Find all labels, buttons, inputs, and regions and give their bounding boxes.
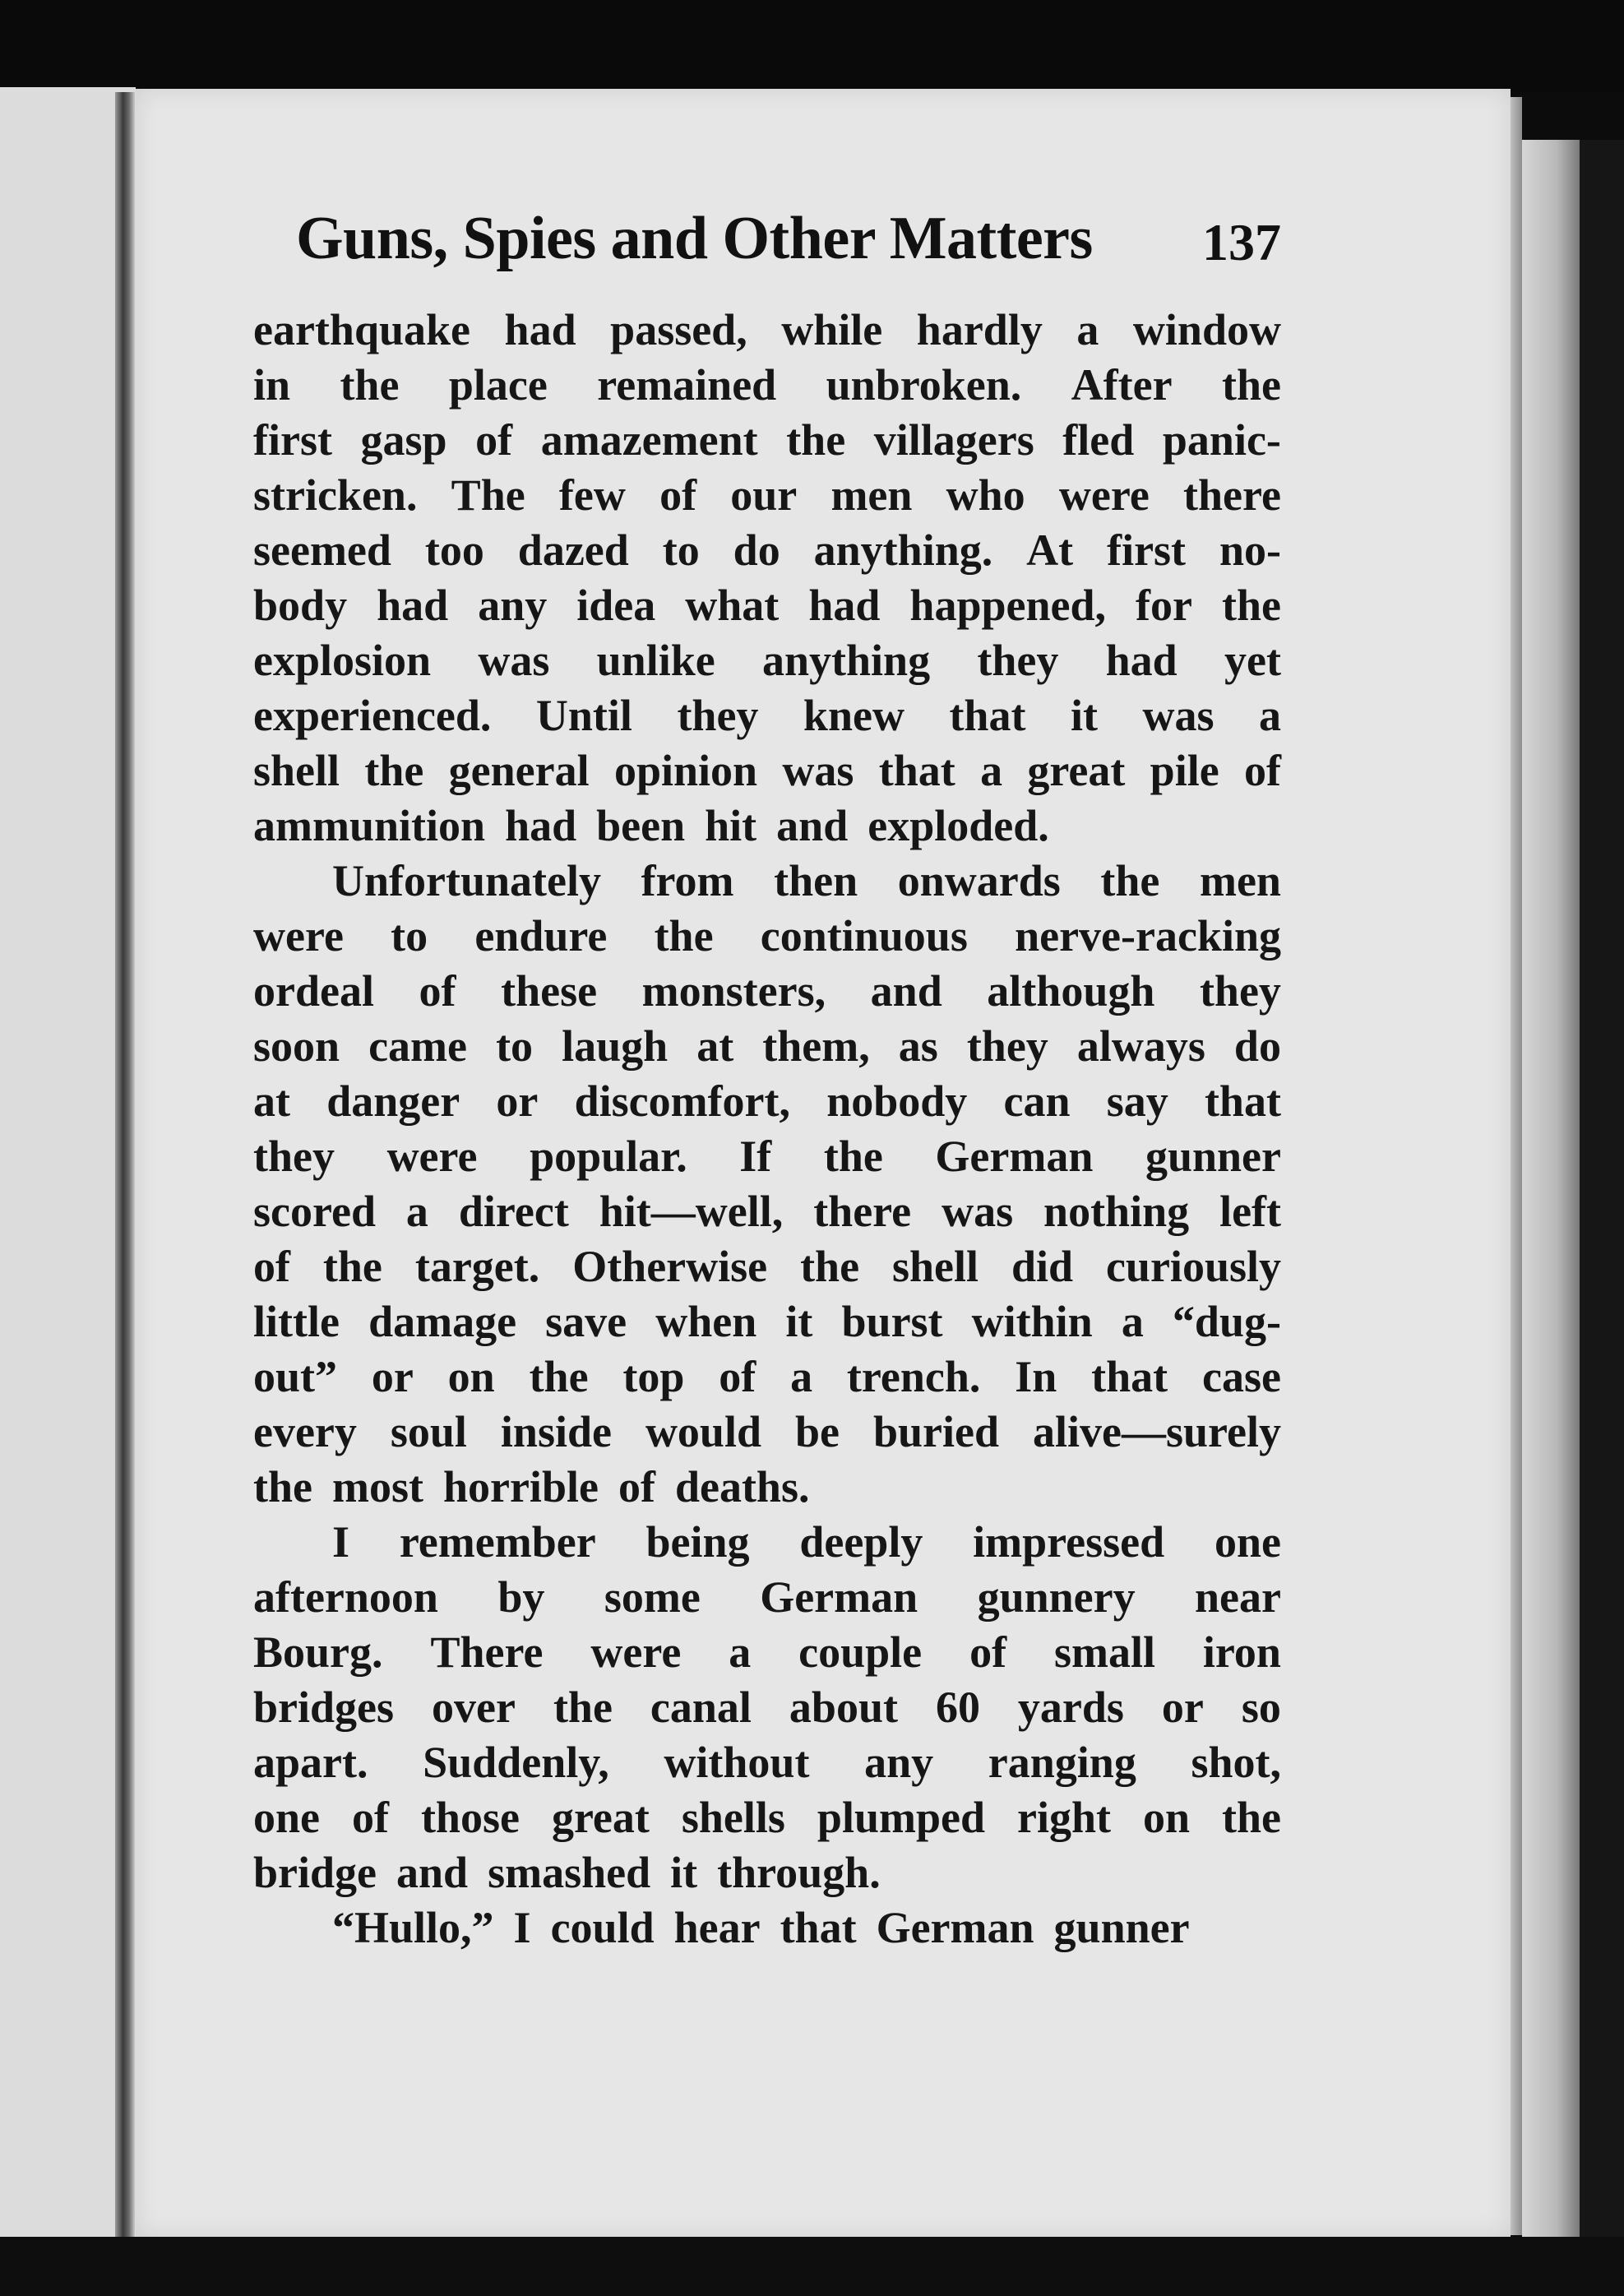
word: deeply (799, 1517, 923, 1567)
word: I (332, 1517, 350, 1567)
word: could (550, 1903, 655, 1952)
word: the (800, 1242, 860, 1291)
word: 60 (935, 1683, 980, 1732)
word: any (478, 581, 548, 630)
word: laugh (562, 1021, 669, 1071)
word: every (253, 1407, 357, 1456)
word: no- (1219, 525, 1281, 575)
word: men (1199, 856, 1281, 905)
word: a (405, 1187, 428, 1236)
word: at (696, 1021, 734, 1071)
word: nobody (826, 1076, 968, 1126)
scan-bottom-border (0, 2237, 1624, 2296)
word: it (670, 1848, 698, 1897)
word: was (478, 636, 550, 685)
word: afternoon (253, 1572, 438, 1622)
page-stack-edge-outer (1522, 140, 1580, 2237)
word: a (1258, 691, 1281, 740)
word: remember (399, 1517, 596, 1567)
word: hardly (916, 305, 1043, 354)
word: always (1076, 1021, 1205, 1071)
word: the (253, 1462, 312, 1511)
word: the (553, 1683, 613, 1732)
text-line (253, 1184, 1281, 1239)
word: save (545, 1297, 627, 1346)
word: case (1201, 1352, 1281, 1401)
word: from (641, 856, 734, 905)
running-title: Guns, Spies and Other Matters (296, 205, 1093, 272)
word: amazement (540, 415, 758, 465)
word: they (677, 691, 759, 740)
word: did (1011, 1242, 1074, 1291)
word: left (1219, 1187, 1281, 1236)
word: as (898, 1021, 938, 1071)
word: scored (253, 1187, 376, 1236)
text-line (253, 303, 1281, 358)
word: little (253, 1297, 340, 1346)
word: within (971, 1297, 1093, 1346)
word: of (1244, 746, 1281, 795)
word: them, (762, 1021, 870, 1071)
word: for (1136, 581, 1192, 630)
text-line (253, 1129, 1281, 1184)
word: After (1071, 360, 1173, 410)
word: of (618, 1462, 655, 1511)
word: anything. (813, 525, 993, 575)
word: discomfort, (574, 1076, 790, 1126)
word: great (551, 1793, 650, 1842)
word: small (1053, 1627, 1155, 1677)
word: of (475, 415, 513, 465)
word: burst (841, 1297, 943, 1346)
word: popular. (530, 1132, 687, 1181)
word: be (794, 1407, 840, 1456)
word: damage (368, 1297, 517, 1346)
word: ranging (988, 1738, 1136, 1787)
word: had (808, 581, 881, 630)
word: continuous (760, 911, 968, 961)
word: were (386, 1132, 478, 1181)
word: the (823, 1132, 883, 1181)
word: those (420, 1793, 520, 1842)
word: nothing (1043, 1187, 1190, 1236)
text-line (253, 1074, 1281, 1129)
word: of (419, 966, 456, 1016)
word: any (864, 1738, 934, 1787)
word: monsters, (641, 966, 826, 1016)
word: it (785, 1297, 813, 1346)
text-line (253, 578, 1281, 633)
text-line (253, 358, 1281, 413)
word: alive—surely (1032, 1407, 1281, 1456)
text-line (253, 1900, 1281, 1956)
word: exploded. (868, 801, 1049, 850)
word: to (496, 1021, 534, 1071)
word: that (949, 691, 1026, 740)
word: apart. (253, 1738, 368, 1787)
word: were (253, 911, 344, 961)
word: or (371, 1352, 414, 1401)
word: first (253, 415, 332, 465)
text-line (253, 523, 1281, 578)
word: it (1070, 691, 1098, 740)
word: plumped (817, 1793, 985, 1842)
word: happened, (909, 581, 1107, 630)
word: can (1003, 1076, 1071, 1126)
word: through. (717, 1848, 881, 1897)
text-line (253, 799, 1281, 854)
word: do (733, 525, 780, 575)
text-line (253, 1570, 1281, 1625)
word: one (1214, 1517, 1281, 1567)
word: by (497, 1572, 545, 1622)
word: couple (798, 1627, 923, 1677)
word: had (1105, 636, 1178, 685)
word: earthquake (253, 305, 471, 354)
word: great (1027, 746, 1126, 795)
word: gunner (1145, 1132, 1281, 1181)
word: so (1241, 1683, 1281, 1732)
word: At (1026, 525, 1074, 575)
word: our (730, 470, 798, 520)
word: had (505, 801, 577, 850)
word: gunnery (977, 1572, 1136, 1622)
body-text (253, 303, 1281, 1956)
text-line (253, 1239, 1281, 1294)
word: of (719, 1352, 756, 1401)
word: been (596, 801, 686, 850)
word: of (351, 1793, 389, 1842)
word: panic- (1162, 415, 1281, 465)
text-line (253, 1845, 1281, 1900)
text-line (253, 1625, 1281, 1680)
word: nerve-racking (1015, 911, 1281, 961)
word: Bourg. (253, 1627, 383, 1677)
text-line (253, 1294, 1281, 1349)
scan-right-border (1580, 140, 1624, 2296)
word: window (1132, 305, 1281, 354)
word: dazed (517, 525, 629, 575)
word: German (760, 1572, 918, 1622)
word: curiously (1105, 1242, 1281, 1291)
word: bridges (253, 1683, 395, 1732)
word: on (1142, 1793, 1191, 1842)
word: passed, (610, 305, 747, 354)
word: buried (872, 1407, 999, 1456)
text-line (253, 1019, 1281, 1074)
word: who (946, 470, 1025, 520)
word: or (1161, 1683, 1204, 1732)
word: a (729, 1627, 752, 1677)
word: the (1100, 856, 1160, 905)
word: the (786, 415, 846, 465)
word: remained (597, 360, 777, 410)
word: when (655, 1297, 757, 1346)
word: direct (458, 1187, 569, 1236)
word: target. (414, 1242, 540, 1291)
page-header (296, 204, 1283, 271)
text-line (253, 909, 1281, 964)
word: were (590, 1627, 682, 1677)
word: iron (1202, 1627, 1281, 1677)
word: the (1222, 1793, 1281, 1842)
word: some (604, 1572, 701, 1622)
word: the (1221, 360, 1281, 410)
word: were (1058, 470, 1150, 520)
word: to (391, 911, 428, 961)
word: a (1121, 1297, 1144, 1346)
word: idea (576, 581, 656, 630)
word: impressed (973, 1517, 1165, 1567)
word: of (253, 1242, 290, 1291)
word: soul (390, 1407, 467, 1456)
word: first (1107, 525, 1187, 575)
word: while (781, 305, 883, 354)
word: place (448, 360, 548, 410)
word: and (776, 801, 849, 850)
word: to (662, 525, 700, 575)
word: few (558, 470, 626, 520)
word: was (942, 1187, 1014, 1236)
word: near (1195, 1572, 1281, 1622)
word: the (1222, 581, 1281, 630)
word: at (253, 1076, 290, 1126)
word: they (1199, 966, 1281, 1016)
text-line (253, 1680, 1281, 1735)
word: say (1106, 1076, 1168, 1126)
text-line (253, 1405, 1281, 1460)
word: came (368, 1021, 468, 1071)
word: There (430, 1627, 544, 1677)
text-line (253, 1460, 1281, 1515)
word: there (813, 1187, 912, 1236)
word: hear (673, 1903, 761, 1952)
scan-top-border (0, 0, 1624, 92)
word: unlike (596, 636, 715, 685)
word: German (935, 1132, 1094, 1181)
word: the (364, 746, 424, 795)
word: being (645, 1517, 750, 1567)
word: of (659, 470, 697, 520)
word: German (876, 1903, 1034, 1952)
word: hit—well, (599, 1187, 784, 1236)
text-line (253, 468, 1281, 523)
word: Unfortunately (332, 856, 601, 905)
word: Otherwise (572, 1242, 768, 1291)
word: unbroken. (826, 360, 1022, 410)
word: trench. (846, 1352, 981, 1401)
word: shot, (1191, 1738, 1281, 1787)
word: pile (1150, 746, 1219, 795)
word: men (831, 470, 913, 520)
word: had (504, 305, 576, 354)
word: do (1233, 1021, 1281, 1071)
word: top (622, 1352, 685, 1401)
word: that (1204, 1076, 1281, 1126)
text-line (253, 1735, 1281, 1790)
word: body (253, 581, 348, 630)
word: over (432, 1683, 516, 1732)
text-line (253, 633, 1281, 688)
text-line (253, 413, 1281, 468)
word: was (782, 746, 854, 795)
word: hit (705, 801, 757, 850)
word: too (424, 525, 484, 575)
word: and (870, 966, 942, 1016)
word: the (322, 1242, 382, 1291)
word: canal (650, 1683, 752, 1732)
word: anything (762, 636, 931, 685)
word: If (739, 1132, 772, 1181)
word: onwards (897, 856, 1061, 905)
word: a (790, 1352, 813, 1401)
word: these (501, 966, 598, 1016)
book-spine-edge (115, 92, 135, 2238)
word: they (977, 636, 1059, 685)
word: the (654, 911, 714, 961)
word: Until (535, 691, 632, 740)
word: In (1015, 1352, 1057, 1401)
word: one (253, 1793, 320, 1842)
word: what (685, 581, 780, 630)
word: villagers (873, 415, 1034, 465)
word: seemed (253, 525, 391, 575)
word: on (447, 1352, 495, 1401)
word: they (966, 1021, 1048, 1071)
word: would (645, 1407, 762, 1456)
word: shells (681, 1793, 785, 1842)
word: opinion (613, 746, 758, 795)
word: a (980, 746, 1003, 795)
word: knew (803, 691, 905, 740)
text-line (253, 1515, 1281, 1570)
page-number: 137 (1202, 213, 1281, 271)
word: yards (1017, 1683, 1124, 1732)
word: without (664, 1738, 810, 1787)
word: the (340, 360, 400, 410)
word: soon (253, 1021, 340, 1071)
word: there (1183, 470, 1281, 520)
word: gunner (1053, 1903, 1190, 1952)
text-line (253, 688, 1281, 743)
word: smashed (488, 1848, 651, 1897)
word: ammunition (253, 801, 486, 850)
word: “Hullo,” (332, 1903, 494, 1952)
word: had (377, 581, 449, 630)
word: endure (474, 911, 608, 961)
word: a (1076, 305, 1099, 354)
word: about (789, 1683, 898, 1732)
word: most (331, 1462, 423, 1511)
word: was (1142, 691, 1215, 740)
text-line (253, 964, 1281, 1019)
text-line (253, 854, 1281, 909)
word: ordeal (253, 966, 374, 1016)
word: or (496, 1076, 539, 1126)
word: gasp (360, 415, 447, 465)
word: of (969, 1627, 1007, 1677)
word: horrible (442, 1462, 599, 1511)
word: out” (253, 1352, 338, 1401)
word: stricken. (253, 470, 418, 520)
word: fled (1062, 415, 1135, 465)
word: I (513, 1903, 531, 1952)
word: although (987, 966, 1155, 1016)
word: The (451, 470, 525, 520)
word: the (529, 1352, 589, 1401)
text-line (253, 1790, 1281, 1845)
word: experienced. (253, 691, 492, 740)
word: “dug- (1172, 1297, 1281, 1346)
word: and (396, 1848, 469, 1897)
word: in (253, 360, 291, 410)
word: deaths. (674, 1462, 810, 1511)
word: they (253, 1132, 335, 1181)
word: that (780, 1903, 857, 1952)
word: right (1016, 1793, 1111, 1842)
word: inside (500, 1407, 612, 1456)
page-stack-edge (1511, 97, 1522, 2235)
word: danger (326, 1076, 460, 1126)
word: yet (1224, 636, 1281, 685)
word: bridge (253, 1848, 377, 1897)
word: general (448, 746, 590, 795)
word: then (774, 856, 858, 905)
word: that (878, 746, 955, 795)
word: shell (253, 746, 340, 795)
text-line (253, 743, 1281, 799)
word: shell (891, 1242, 979, 1291)
word: that (1091, 1352, 1168, 1401)
word: explosion (253, 636, 432, 685)
text-line (253, 1349, 1281, 1405)
word: Suddenly, (423, 1738, 609, 1787)
